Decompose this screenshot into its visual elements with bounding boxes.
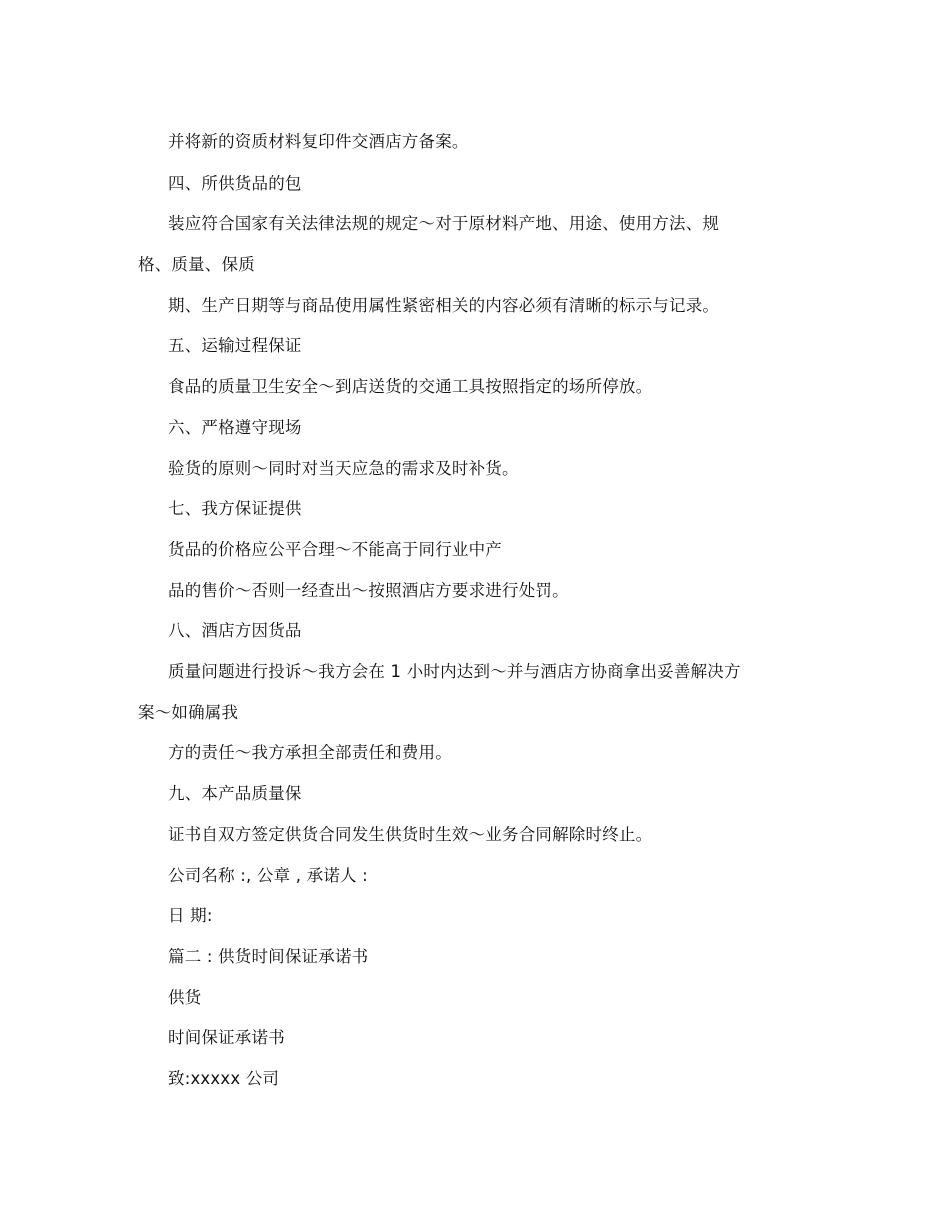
section-heading: 五、运输过程保证 — [168, 336, 302, 355]
text-line: 质量问题进行投诉～我方会在 1 小时内达到～并与酒店方协商拿出妥善解决方 — [168, 662, 741, 681]
text-line: 期、生产日期等与商品使用属性紧密相关的内容必须有清晰的标示与记录。 — [168, 296, 720, 315]
text-line: 装应符合国家有关法律法规的规定～对于原材料产地、用途、使用方法、规 — [168, 214, 720, 233]
section-heading: 六、严格遵守现场 — [168, 418, 302, 437]
section-title: 篇二 : 供货时间保证承诺书 — [168, 947, 369, 966]
text-line: 货品的价格应公平合理～不能高于同行业中产 — [168, 540, 502, 559]
text-line: 品的售价～否则一经查出～按照酒店方要求进行处罚。 — [168, 581, 569, 600]
text-line: 供货 — [168, 988, 202, 1007]
signature-line: 公司名称 :, 公章 , 承诺人 : — [168, 866, 368, 885]
text-line: 验货的原则～同时对当天应急的需求及时补货。 — [168, 459, 519, 478]
text-line: 食品的质量卫生安全～到店送货的交通工具按照指定的场所停放。 — [168, 377, 653, 396]
text-line: 案～如确属我 — [138, 703, 239, 722]
text-line: 方的责任～我方承担全部责任和费用。 — [168, 743, 452, 762]
section-heading: 八、酒店方因货品 — [168, 621, 302, 640]
text-line: 时间保证承诺书 — [168, 1028, 285, 1047]
text-line: 证书自双方签定供货合同发生供货时生效～业务合同解除时终止。 — [168, 825, 653, 844]
section-heading: 九、本产品质量保 — [168, 784, 302, 803]
text-line: 并将新的资质材料复印件交酒店方备案。 — [168, 132, 469, 151]
section-heading: 四、所供货品的包 — [168, 174, 302, 193]
addressee-line: 致:xxxxx 公司 — [168, 1069, 280, 1088]
section-heading: 七、我方保证提供 — [168, 499, 302, 518]
text-line: 格、质量、保质 — [138, 255, 255, 274]
date-line: 日 期: — [168, 906, 213, 925]
